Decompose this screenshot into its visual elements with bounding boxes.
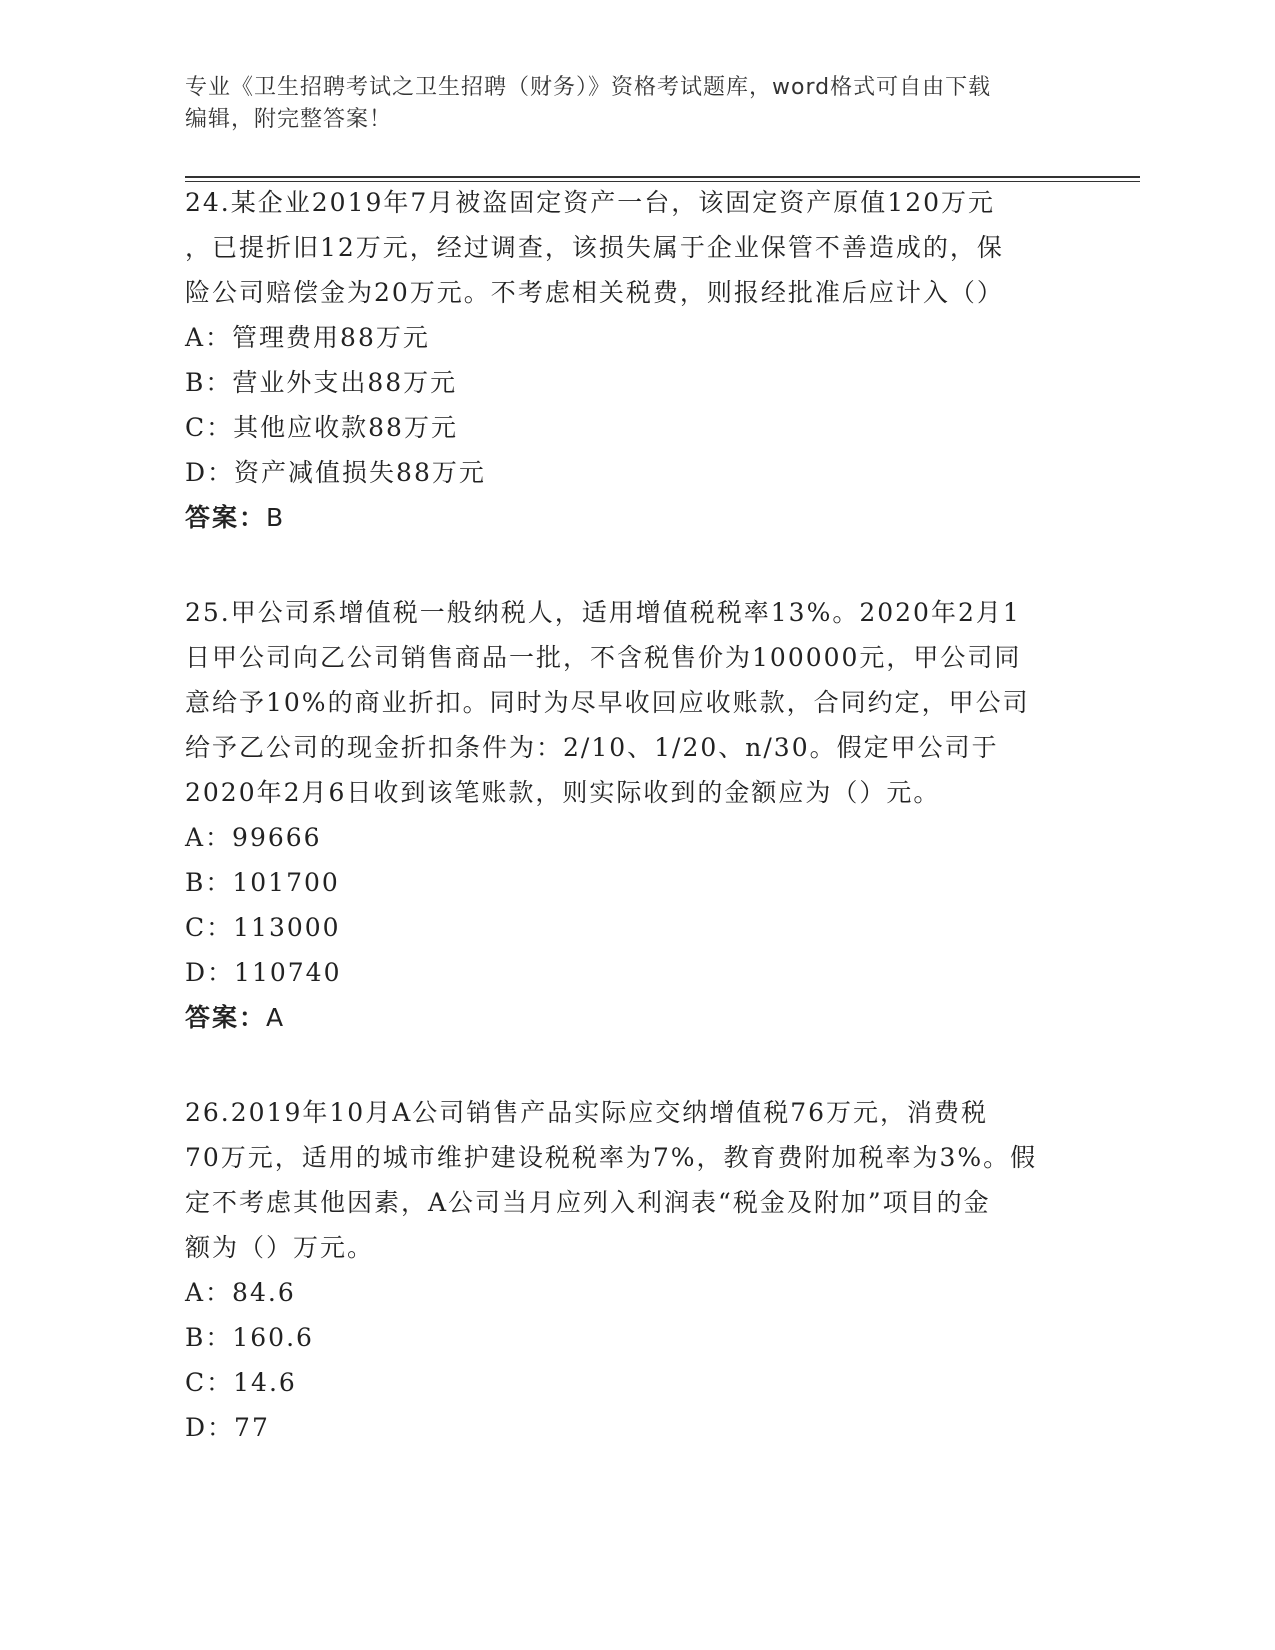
option-c: C：113000: [185, 913, 341, 942]
option-d: D：资产减值损失88万元: [185, 458, 486, 487]
question-25: [185, 590, 1085, 1040]
option-a: A：84.6: [185, 1278, 296, 1307]
answer-value: A: [266, 1003, 286, 1032]
answer-line: [185, 495, 1085, 540]
answer-line: [185, 995, 1085, 1040]
answer-label: 答案：: [185, 503, 267, 532]
answer-value: B: [266, 503, 286, 532]
question-text-line: 70万元，适用的城市维护建设税税率为7%，教育费附加税率为3%。假: [185, 1143, 1038, 1172]
option-d: D：110740: [185, 958, 342, 987]
option-a: A：99666: [185, 823, 322, 852]
question-text-line: 25.甲公司系增值税一般纳税人，适用增值税税率13%。2020年2月1: [185, 598, 1021, 627]
option-b: B：160.6: [185, 1323, 314, 1352]
question-text-line: 2020年2月6日收到该笔账款，则实际收到的金额应为（）元。: [185, 778, 941, 807]
question-text-line: ，已提折旧12万元，经过调查，该损失属于企业保管不善造成的，保: [185, 233, 1004, 262]
question-26: [185, 1090, 1085, 1450]
header-divider-thick: [185, 176, 1140, 178]
question-text-line: 给予乙公司的现金折扣条件为：2/10、1/20、n/30。假定甲公司于: [185, 733, 999, 762]
document-header: [185, 72, 1085, 136]
option-c: C：其他应收款88万元: [185, 413, 458, 442]
option-a: A：管理费用88万元: [185, 323, 430, 352]
option-b: B：营业外支出88万元: [185, 368, 458, 397]
question-text-line: 定不考虑其他因素，A公司当月应列入利润表“税金及附加”项目的金: [185, 1188, 991, 1217]
option-d: D：77: [185, 1413, 270, 1442]
question-text-line: 日甲公司向乙公司销售商品一批，不含税售价为100000元，甲公司同: [185, 643, 1022, 672]
question-text-line: 意给予10%的商业折扣。同时为尽早收回应收账款，合同约定，甲公司: [185, 688, 1030, 717]
question-text-line: 额为（）万元。: [185, 1233, 375, 1262]
header-line-1: 专业《卫生招聘考试之卫生招聘（财务）》资格考试题库，word格式可自由下载: [185, 75, 992, 100]
answer-label: 答案：: [185, 1003, 267, 1032]
question-text-line: 26.2019年10月A公司销售产品实际应交纳增值税76万元，消费税: [185, 1098, 989, 1127]
option-c: C：14.6: [185, 1368, 297, 1397]
question-text-line: 险公司赔偿金为20万元。不考虑相关税费，则报经批准后应计入（）: [185, 278, 1004, 307]
header-line-2: 编辑，附完整答案！: [185, 107, 393, 132]
question-24: [185, 180, 1085, 540]
option-b: B：101700: [185, 868, 340, 897]
question-text-line: 24.某企业2019年7月被盗固定资产一台，该固定资产原值120万元: [185, 188, 996, 217]
